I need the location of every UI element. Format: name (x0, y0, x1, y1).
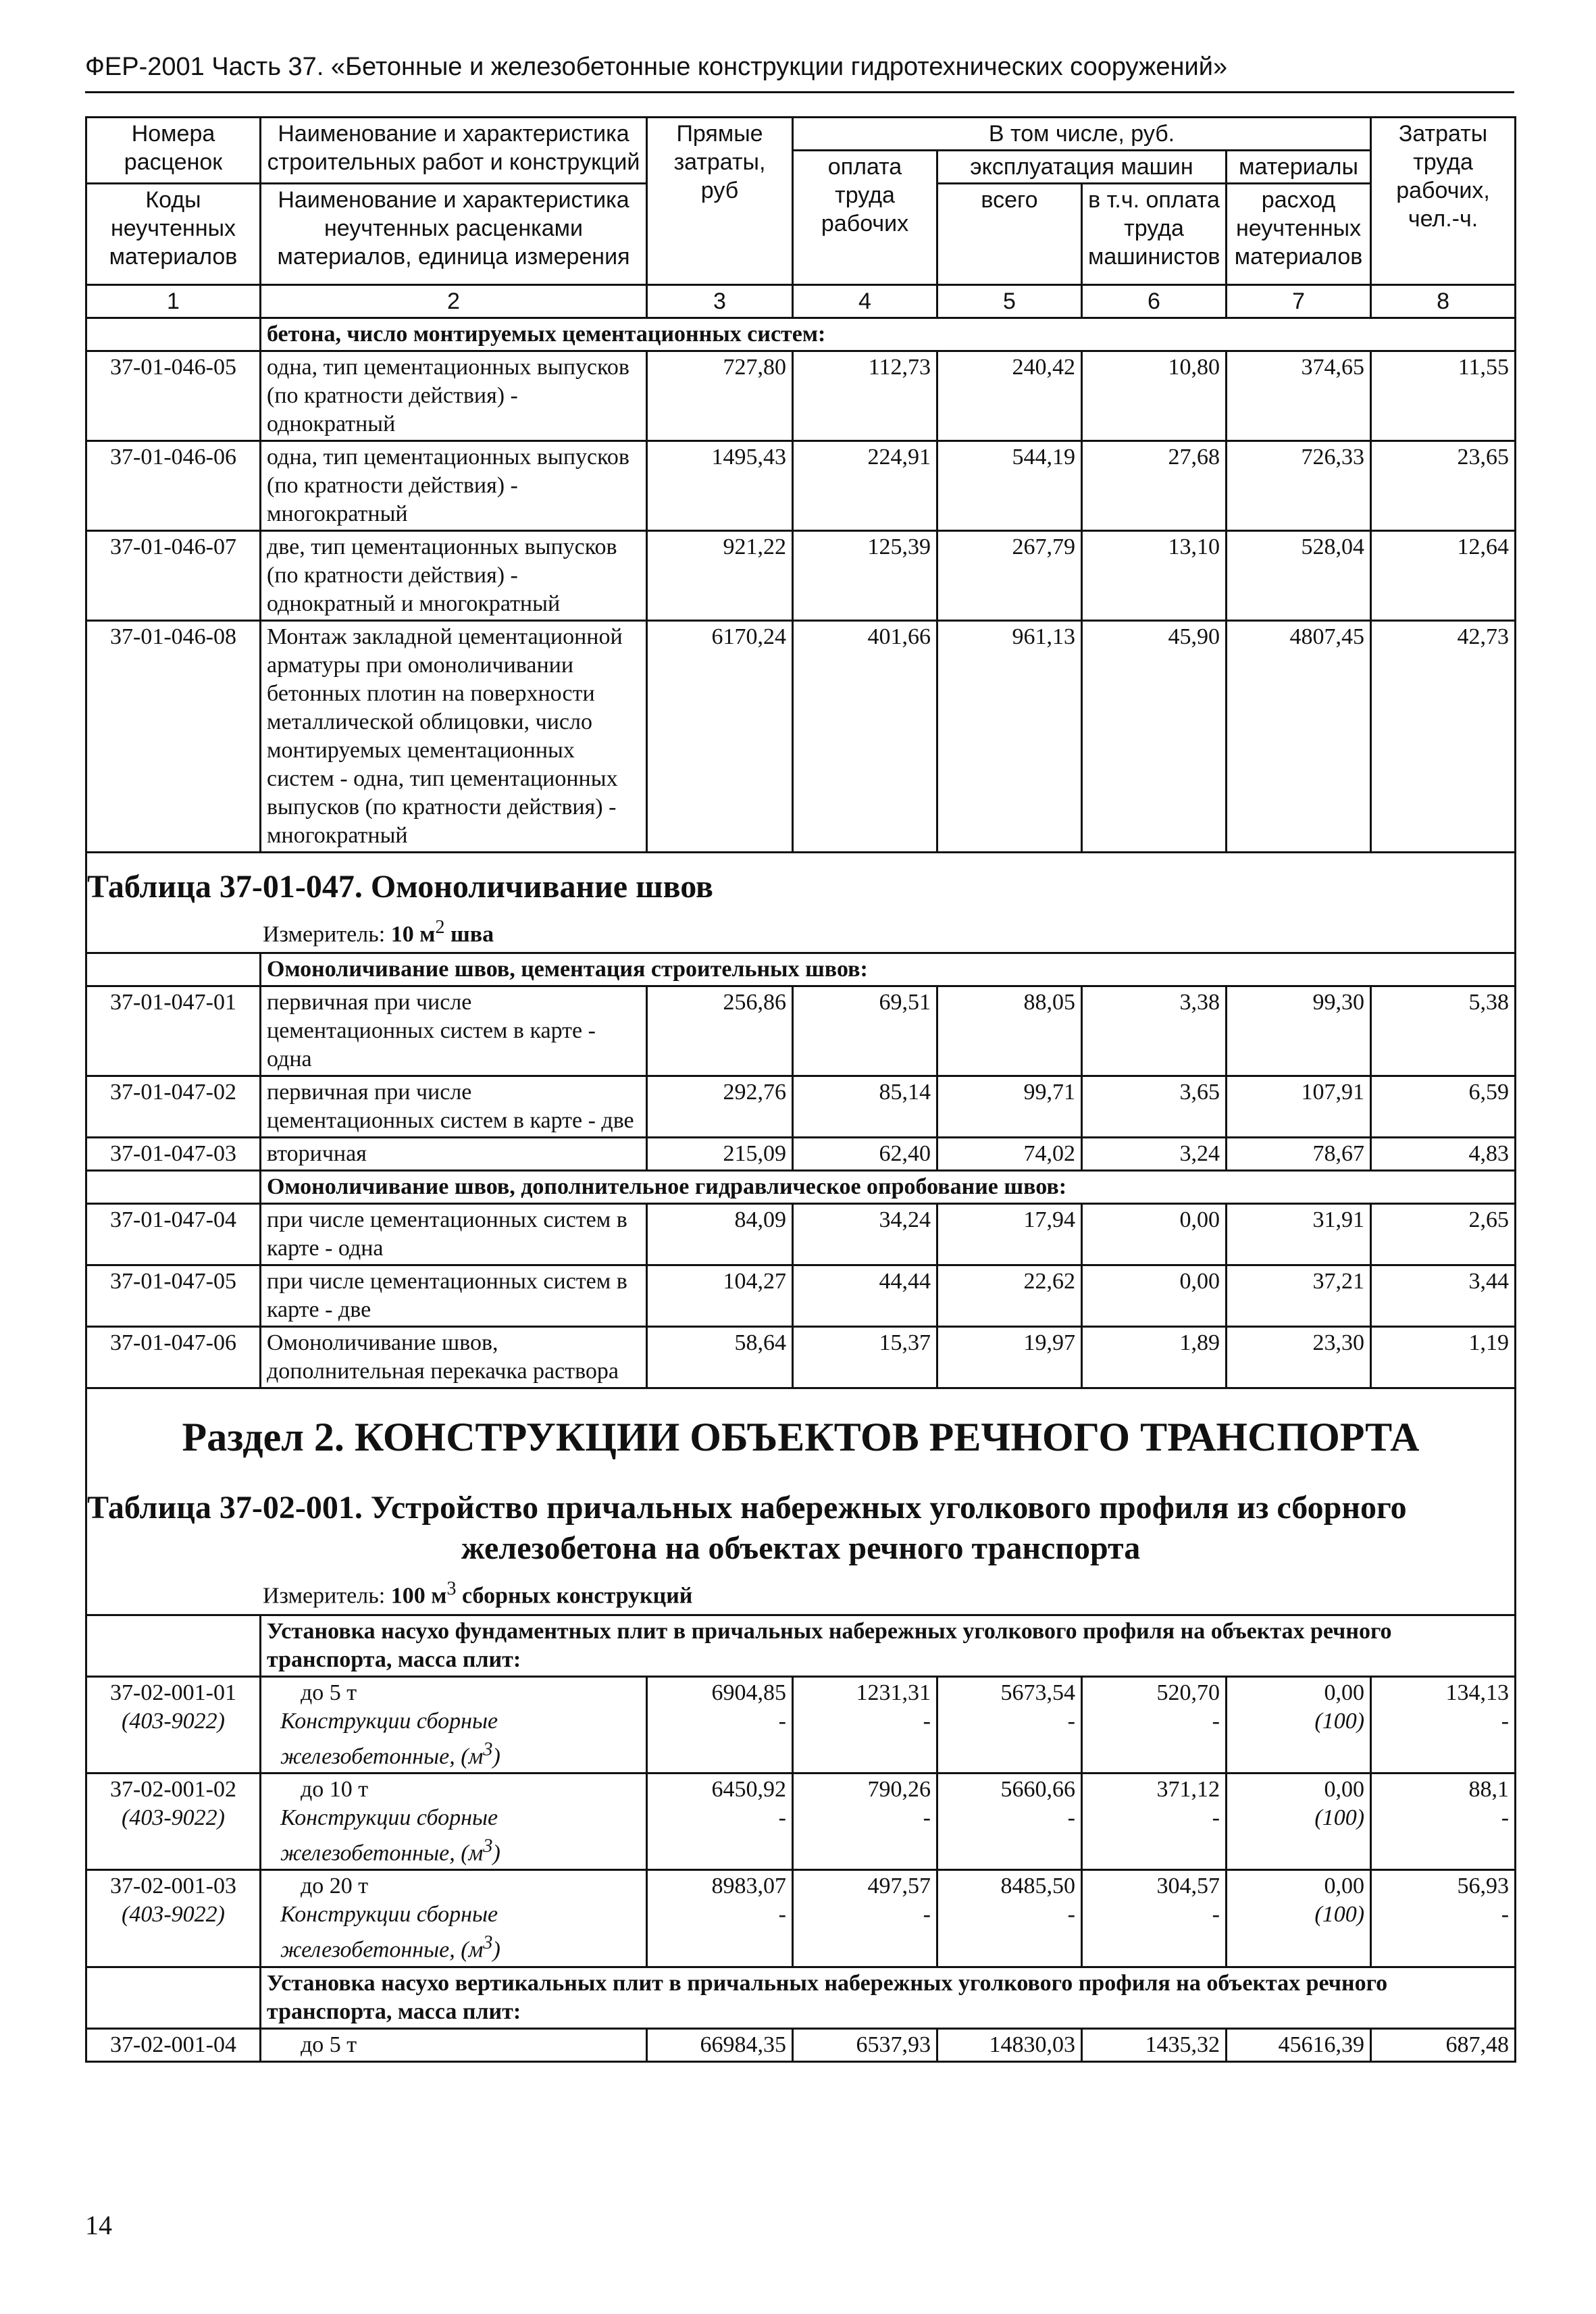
section-title: Раздел 2. КОНСТРУКЦИИ ОБЪЕКТОВ РЕЧНОГО ТРАНСПОРТА (182, 1415, 1420, 1460)
labor-hours (1371, 1870, 1516, 1967)
labor-wage: 34,24 (793, 1204, 937, 1265)
measure-sup: 2 (435, 917, 445, 938)
labor-wage: 224,91 (793, 441, 937, 531)
labor-wage-value: 790,26 (867, 1776, 931, 1802)
materials-cost-value: 0,00 (1324, 1680, 1365, 1705)
material-name-text: Конструкции сборные железобетонные, (м (280, 1708, 498, 1769)
material-name-text: Конструкции сборные железобетонные, (м (280, 1902, 498, 1963)
dash: - (923, 1902, 931, 1928)
measure-value: 100 м (390, 1583, 447, 1609)
work-name (261, 1870, 647, 1967)
work-name-value: до 10 т (301, 1776, 369, 1802)
table-row (86, 1138, 1516, 1171)
labor-wage (793, 1676, 937, 1773)
rate-code: 37-02-001-04 (86, 2028, 261, 2061)
measure-sup: 3 (446, 1578, 457, 1600)
rate-code: 37-01-047-04 (86, 1204, 261, 1265)
labor-wage (793, 1773, 937, 1869)
labor-wage: 6537,93 (793, 2028, 937, 2061)
machines-total: 17,94 (937, 1204, 1082, 1265)
rate-code (86, 1870, 261, 1967)
work-name: одна, тип цементационных выпусков (по кратности действия) - многократный (261, 441, 647, 531)
labor-hours: 11,55 (1371, 351, 1516, 441)
machinists-wage (1082, 1870, 1227, 1967)
labor-hours-value: 56,93 (1457, 1873, 1510, 1899)
machines-total (937, 1870, 1082, 1967)
material-name-text: Конструкции сборные железобетонные, (м (280, 1805, 498, 1866)
labor-hours: 687,48 (1371, 2028, 1516, 2061)
subheader: Омоноличивание швов, дополнительное гидравлическое опробование швов: (261, 1171, 1516, 1204)
labor-wage (793, 1870, 937, 1967)
subheader: Установка насухо фундаментных плит в причальных набережных уголкового профиля на объектах речного транспорта, масса плит: (261, 1615, 1516, 1676)
table-title: Таблица 37-01-047. Омоноличивание швов (87, 869, 713, 905)
machinists-wage: 1435,32 (1082, 2028, 1227, 2061)
direct-cost: 84,09 (647, 1204, 793, 1265)
table-row (86, 1204, 1516, 1265)
materials-cost-value: 0,00 (1324, 1873, 1365, 1899)
dash: - (1501, 1902, 1510, 1928)
machines-total: 19,97 (937, 1327, 1082, 1388)
rate-code-value: 37-02-001-03 (110, 1873, 236, 1899)
labor-hours: 23,65 (1371, 441, 1516, 531)
page-number: 14 (85, 2210, 112, 2240)
labor-hours: 6,59 (1371, 1076, 1516, 1138)
subheader-code-cell (86, 1967, 261, 2028)
labor-wage: 69,51 (793, 986, 937, 1076)
work-name (261, 2028, 647, 2061)
col-number: 8 (1371, 285, 1516, 318)
materials-cost: 528,04 (1227, 531, 1371, 621)
subheader-code-cell (86, 1615, 261, 1676)
direct-cost (647, 1870, 793, 1967)
table-row (86, 2028, 1516, 2061)
materials-cost: 37,21 (1227, 1265, 1371, 1327)
direct-cost: 1495,43 (647, 441, 793, 531)
table-row (86, 621, 1516, 853)
dash: - (778, 1805, 786, 1830)
labor-hours: 12,64 (1371, 531, 1516, 621)
material-unit-close: ) (492, 1743, 500, 1769)
direct-cost: 66984,35 (647, 2028, 793, 2061)
material-name (267, 1707, 640, 1771)
table-row (86, 1676, 1516, 1773)
labor-hours: 3,44 (1371, 1265, 1516, 1327)
direct-cost: 292,76 (647, 1076, 793, 1138)
machines-total-value: 8485,50 (1000, 1873, 1075, 1899)
work-name: две, тип цементационных выпусков (по кратности действия) - однократный и многократный (261, 531, 647, 621)
labor-hours: 1,19 (1371, 1327, 1516, 1388)
work-name-value: до 20 т (301, 1873, 369, 1899)
col-header-7: расход неучтенных материалов (1227, 184, 1371, 285)
col-header-2b: Наименование и характеристика неучтенных расценками материалов, единица измерения (261, 184, 647, 285)
labor-wage: 15,37 (793, 1327, 937, 1388)
material-name (267, 1804, 640, 1867)
table-row (86, 1870, 1516, 1967)
col-number: 6 (1082, 285, 1227, 318)
measure-unit-text: шва (451, 922, 494, 947)
subheader-code-cell (86, 953, 261, 986)
rate-code-value: 37-02-001-02 (110, 1776, 236, 1802)
machines-total: 240,42 (937, 351, 1082, 441)
material-unit-close: ) (492, 1840, 500, 1866)
work-name-value: до 5 т (301, 2032, 357, 2057)
table-title: Таблица 37-02-001. Устройство причальных набережных уголкового профиля из сборного (87, 1490, 1407, 1526)
material-name (267, 1901, 640, 1964)
work-name: Омоноличивание швов, дополнительная перекачка раствора (261, 1327, 647, 1388)
machines-total: 544,19 (937, 441, 1082, 531)
materials-cost (1227, 1870, 1371, 1967)
col-header-6: в т.ч. оплата труда машинистов (1082, 184, 1227, 285)
machinists-wage: 45,90 (1082, 621, 1227, 853)
material-qty: (100) (1314, 1902, 1365, 1928)
price-table (85, 116, 1516, 2063)
col-header-in-total: В том числе, руб. (793, 118, 1371, 151)
rate-code-value: 37-02-001-01 (110, 1680, 236, 1705)
materials-cost (1227, 1773, 1371, 1869)
materials-cost: 374,65 (1227, 351, 1371, 441)
machinists-wage-value: 520,70 (1156, 1680, 1220, 1705)
labor-wage: 62,40 (793, 1138, 937, 1171)
machines-total (937, 1773, 1082, 1869)
col-number: 3 (647, 285, 793, 318)
material-code: (403-9022) (122, 1805, 225, 1830)
dash: - (1501, 1805, 1510, 1830)
labor-hours: 4,83 (1371, 1138, 1516, 1171)
col-header-4: оплата труда рабочих (793, 151, 937, 285)
col-header-8: Затраты труда рабочих, чел.-ч. (1371, 118, 1516, 285)
subheader: Омоноличивание швов, цементация строительных швов: (261, 953, 1516, 986)
subheader: бетона, число монтируемых цементационных систем: (261, 318, 1516, 351)
work-name-value: до 5 т (301, 1680, 357, 1705)
machines-total: 14830,03 (937, 2028, 1082, 2061)
table-title-block (86, 853, 1516, 953)
measure-unit (87, 1574, 1514, 1611)
machinists-wage: 10,80 (1082, 351, 1227, 441)
materials-cost: 45616,39 (1227, 2028, 1371, 2061)
work-name: при числе цементационных систем в карте - одна (261, 1204, 647, 1265)
dash: - (1212, 1805, 1220, 1830)
materials-cost: 4807,45 (1227, 621, 1371, 853)
table-row (86, 1327, 1516, 1388)
dash: - (1212, 1902, 1220, 1928)
machinists-wage-value: 304,57 (1156, 1873, 1220, 1899)
material-qty: (100) (1314, 1708, 1365, 1734)
work-name: при числе цементационных систем в карте - две (261, 1265, 647, 1327)
work-name: первичная при числе цементационных систем в карте - две (261, 1076, 647, 1138)
measure-unit-text: сборных конструкций (462, 1583, 693, 1609)
dash: - (1501, 1708, 1510, 1734)
machinists-wage: 0,00 (1082, 1265, 1227, 1327)
measure-prefix: Измеритель: (263, 922, 386, 947)
materials-cost: 726,33 (1227, 441, 1371, 531)
material-code: (403-9022) (122, 1902, 225, 1928)
col-number: 2 (261, 285, 647, 318)
subheader-code-cell (86, 318, 261, 351)
labor-hours-value: 134,13 (1445, 1680, 1510, 1705)
work-name: первичная при числе цементационных систем в карте - одна (261, 986, 647, 1076)
col-header-materials: материалы (1227, 151, 1371, 184)
table-row (86, 1076, 1516, 1138)
rate-code: 37-01-046-05 (86, 351, 261, 441)
materials-cost (1227, 1676, 1371, 1773)
subheader: Установка насухо вертикальных плит в причальных набережных уголкового профиля на объектах речного транспорта, масса плит: (261, 1967, 1516, 2028)
table-row (86, 1265, 1516, 1327)
labor-wage-value: 497,57 (867, 1873, 931, 1899)
machinists-wage-value: 371,12 (1156, 1776, 1220, 1802)
machines-total (937, 1676, 1082, 1773)
machines-total-value: 5660,66 (1000, 1776, 1075, 1802)
materials-cost: 78,67 (1227, 1138, 1371, 1171)
direct-cost (647, 1676, 793, 1773)
dash: - (1067, 1708, 1075, 1734)
labor-wage: 44,44 (793, 1265, 937, 1327)
rate-code: 37-01-047-01 (86, 986, 261, 1076)
table-row (86, 531, 1516, 621)
machinists-wage: 3,65 (1082, 1076, 1227, 1138)
labor-wage: 401,66 (793, 621, 937, 853)
labor-hours: 2,65 (1371, 1204, 1516, 1265)
rate-code (86, 1773, 261, 1869)
dash: - (923, 1805, 931, 1830)
col-number: 5 (937, 285, 1082, 318)
labor-wage-value: 1231,31 (856, 1680, 931, 1705)
measure-prefix: Измеритель: (263, 1583, 386, 1609)
machines-total: 74,02 (937, 1138, 1082, 1171)
material-qty: (100) (1314, 1805, 1365, 1830)
direct-cost: 6170,24 (647, 621, 793, 853)
material-unit-close: ) (492, 1937, 500, 1963)
direct-cost: 215,09 (647, 1138, 793, 1171)
col-header-2a: Наименование и характеристика строительных работ и конструкций (261, 118, 647, 184)
rate-code: 37-01-047-03 (86, 1138, 261, 1171)
machines-total: 267,79 (937, 531, 1082, 621)
col-header-5: всего (937, 184, 1082, 285)
col-number: 7 (1227, 285, 1371, 318)
machinists-wage: 1,89 (1082, 1327, 1227, 1388)
rate-code (86, 1676, 261, 1773)
table-row (86, 441, 1516, 531)
machines-total-value: 5673,54 (1000, 1680, 1075, 1705)
direct-cost: 921,22 (647, 531, 793, 621)
direct-cost-value: 6904,85 (711, 1680, 786, 1705)
material-unit-sup: 3 (483, 1738, 493, 1760)
machines-total: 88,05 (937, 986, 1082, 1076)
materials-cost: 31,91 (1227, 1204, 1371, 1265)
machinists-wage (1082, 1676, 1227, 1773)
direct-cost: 256,86 (647, 986, 793, 1076)
material-unit-sup: 3 (483, 1835, 493, 1857)
direct-cost: 104,27 (647, 1265, 793, 1327)
measure-unit (87, 913, 1514, 949)
work-name: вторичная (261, 1138, 647, 1171)
direct-cost (647, 1773, 793, 1869)
table-row (86, 1773, 1516, 1869)
labor-hours-value: 88,1 (1468, 1776, 1510, 1802)
rate-code: 37-01-046-08 (86, 621, 261, 853)
rate-code: 37-01-047-02 (86, 1076, 261, 1138)
labor-hours: 5,38 (1371, 986, 1516, 1076)
machines-total: 99,71 (937, 1076, 1082, 1138)
table-row (86, 351, 1516, 441)
rate-code: 37-01-046-07 (86, 531, 261, 621)
dash: - (778, 1708, 786, 1734)
col-header-machines: эксплуатация машин (937, 151, 1227, 184)
direct-cost: 727,80 (647, 351, 793, 441)
dash: - (1067, 1902, 1075, 1928)
work-name (261, 1676, 647, 1773)
labor-wage: 125,39 (793, 531, 937, 621)
work-name: Монтаж закладной цементационной арматуры при омоноличивании бетонных плотин на поверхности металлической облицовки, число монтируемых цементационных систем - одна, тип цементационных выпусков (по кратности действия) - многократный (261, 621, 647, 853)
col-number: 1 (86, 285, 261, 318)
measure-value: 10 м (390, 922, 436, 947)
rate-code: 37-01-047-05 (86, 1265, 261, 1327)
col-header-1a: Номера расценок (86, 118, 261, 184)
dash: - (778, 1902, 786, 1928)
machinists-wage: 0,00 (1082, 1204, 1227, 1265)
materials-cost: 23,30 (1227, 1327, 1371, 1388)
rate-code: 37-01-047-06 (86, 1327, 261, 1388)
page-header: ФЕР-2001 Часть 37. «Бетонные и железобетонные конструкции гидротехнических сооружений» (85, 53, 1514, 93)
rate-code: 37-01-046-06 (86, 441, 261, 531)
col-header-3: Прямые затраты, руб (647, 118, 793, 285)
price-table-container (85, 116, 1514, 2163)
machines-total: 22,62 (937, 1265, 1082, 1327)
labor-hours (1371, 1676, 1516, 1773)
labor-hours (1371, 1773, 1516, 1869)
materials-cost: 107,91 (1227, 1076, 1371, 1138)
dash: - (923, 1708, 931, 1734)
machinists-wage: 27,68 (1082, 441, 1227, 531)
labor-hours: 42,73 (1371, 621, 1516, 853)
direct-cost: 58,64 (647, 1327, 793, 1388)
section-title-block (86, 1388, 1516, 1615)
materials-cost-value: 0,00 (1324, 1776, 1365, 1802)
subheader-code-cell (86, 1171, 261, 1204)
material-code: (403-9022) (122, 1708, 225, 1734)
dash: - (1212, 1708, 1220, 1734)
work-name: одна, тип цементационных выпусков (по кратности действия) - однократный (261, 351, 647, 441)
table-title-line2: железобетона на объектах речного транспорта (461, 1530, 1141, 1567)
machinists-wage: 3,24 (1082, 1138, 1227, 1171)
machines-total: 961,13 (937, 621, 1082, 853)
machinists-wage: 3,38 (1082, 986, 1227, 1076)
material-unit-sup: 3 (483, 1932, 493, 1954)
direct-cost-value: 6450,92 (711, 1776, 786, 1802)
materials-cost: 99,30 (1227, 986, 1371, 1076)
col-header-1b: Коды неучтенных материалов (86, 184, 261, 285)
table-row (86, 986, 1516, 1076)
col-number: 4 (793, 285, 937, 318)
direct-cost-value: 8983,07 (711, 1873, 786, 1899)
labor-wage: 112,73 (793, 351, 937, 441)
machinists-wage (1082, 1773, 1227, 1869)
dash: - (1067, 1805, 1075, 1830)
work-name (261, 1773, 647, 1869)
labor-wage: 85,14 (793, 1076, 937, 1138)
machinists-wage: 13,10 (1082, 531, 1227, 621)
